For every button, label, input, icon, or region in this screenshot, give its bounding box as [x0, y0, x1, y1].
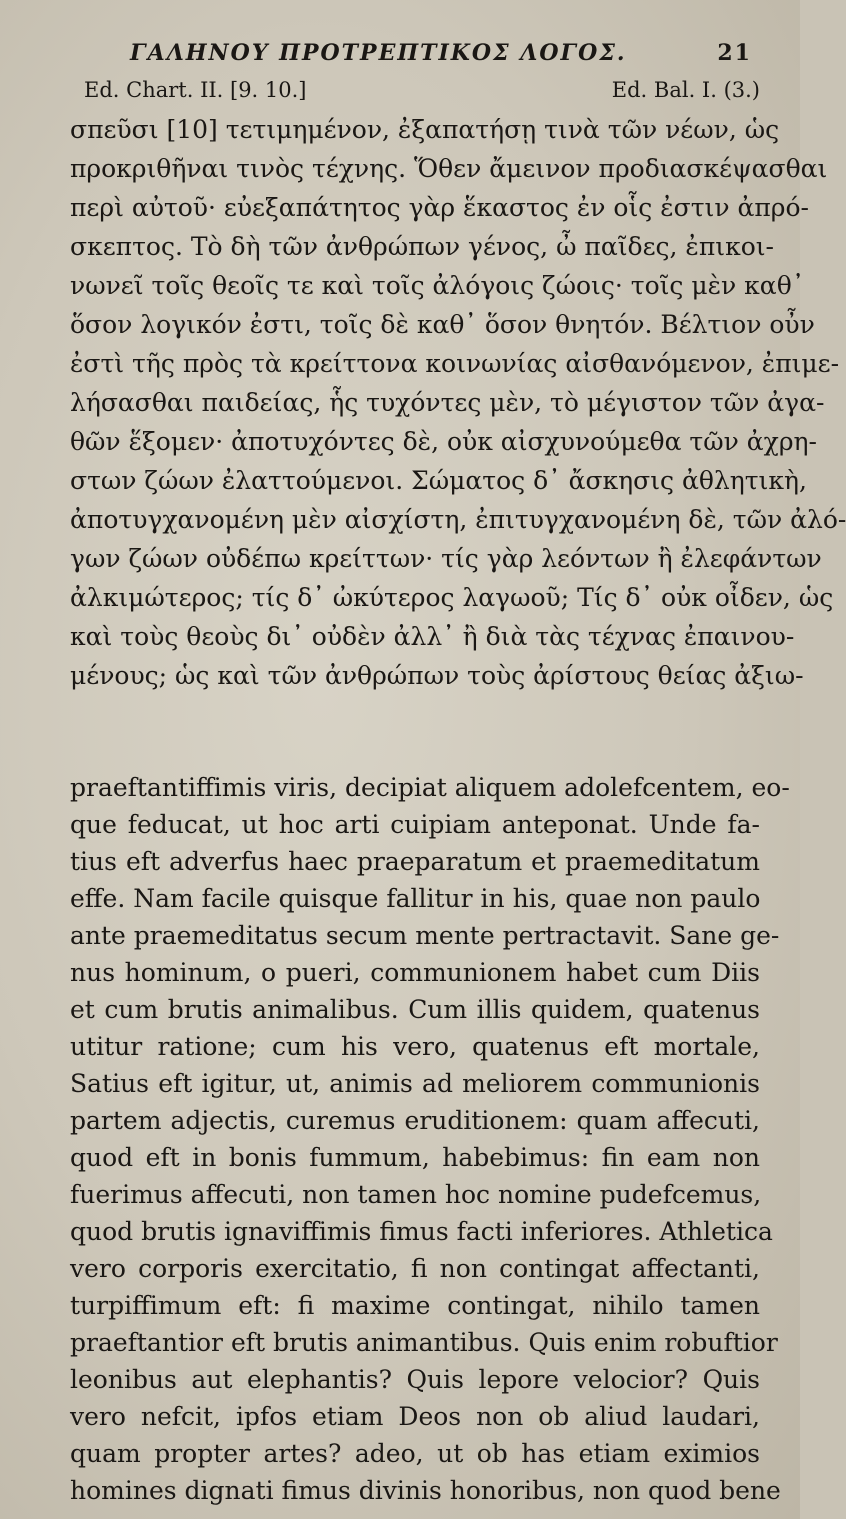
greek-line: στων ζώων ἐλαττούμενοι. Σώματος δ᾿ ἄσκησις ἀθλητικὴ, [70, 466, 807, 495]
greek-line: καὶ τοὺς θεοὺς δι᾿ οὐδὲν ἀλλ᾿ ἢ διὰ τὰς τέχνας ἐπαινου- [70, 622, 795, 651]
greek-line: μένους; ὡς καὶ τῶν ἀνθρώπων τοὺς ἀρίστους θείας ἀξιω- [70, 661, 804, 690]
greek-line: ἀποτυγχανομένη μὲν αἰσχίστη, ἐπιτυγχανομένη δὲ, τῶν ἀλό- [70, 505, 846, 534]
page-number: 21 [717, 40, 752, 66]
greek-line: ἀλκιμώτερος; τίς δ᾿ ὠκύτερος λαγωοῦ; Τίς δ᾿ οὐκ οἶδεν, ὡς [70, 583, 834, 612]
latin-line: tius eft adverfus haec praeparatum et praemeditatum [70, 847, 760, 876]
greek-line: προκριθῆναι τινὸς τέχνης. Ὅθεν ἄμεινον προδιασκέψασθαι [70, 154, 828, 183]
running-head [130, 40, 760, 70]
latin-line: partem adjectis, curemus eruditionem: quam affecuti, [70, 1106, 760, 1135]
latin-line: homines dignati fimus divinis honoribus, non quod bene [70, 1476, 781, 1505]
edition-ref-right: Ed. Bal. I. (3.) [611, 78, 760, 102]
latin-line: nus hominum, o pueri, communionem habet cum Diis [70, 958, 760, 987]
latin-line: praeftantiffimis viris, decipiat aliquem adolefcentem, eo- [70, 773, 790, 802]
latin-line: quod brutis ignaviffimis fimus facti inferiores. Athletica [70, 1217, 773, 1246]
latin-line: vero nefcit, ipfos etiam Deos non ob aliud laudari, [70, 1402, 760, 1431]
greek-line: θῶν ἕξομεν· ἀποτυχόντες δὲ, οὐκ αἰσχυνούμεθα τῶν ἀχρη- [70, 427, 817, 456]
latin-line: effe. Nam facile quisque fallitur in his, quae non paulo [70, 884, 761, 913]
greek-line: γων ζώων οὐδέπω κρείττων· τίς γὰρ λεόντων ἢ ἐλεφάντων [70, 544, 822, 573]
latin-line: praeftantior eft brutis animantibus. Quis enim robuftior [70, 1328, 778, 1357]
running-title: ΓΑΛΗΝΟΥ ΠΡΟΤΡΕΠΤΙΚΟΣ ΛΟΓΟΣ. [130, 40, 627, 66]
latin-line: quod eft in bonis fummum, habebimus: fin eam non [70, 1143, 760, 1172]
latin-line: leonibus aut elephantis? Quis lepore velocior? Quis [70, 1365, 760, 1394]
latin-line: et cum brutis animalibus. Cum illis quidem, quatenus [70, 995, 760, 1024]
latin-line: que feducat, ut hoc arti cuipiam anteponat. Unde fa- [70, 810, 760, 839]
edition-references [84, 78, 760, 108]
latin-line: utitur ratione; cum his vero, quatenus eft mortale, [70, 1032, 760, 1061]
greek-line: σκεπτος. Τὸ δὴ τῶν ἀνθρώπων γένος, ὦ παῖδες, ἐπικοι- [70, 232, 774, 261]
greek-line: ὅσον λογικόν ἐστι, τοῖς δὲ καθ᾿ ὅσον θνητόν. Βέλτιον οὖν [70, 310, 815, 339]
latin-line: ante praemeditatus secum mente pertractavit. Sane ge- [70, 921, 780, 950]
greek-line: περὶ αὐτοῦ· εὐεξαπάτητος γὰρ ἕκαστος ἐν οἷς ἐστιν ἀπρό- [70, 193, 810, 222]
greek-line: λήσασθαι παιδείας, ἧς τυχόντες μὲν, τὸ μέγιστον τῶν ἀγα- [70, 388, 825, 417]
latin-line: Satius eft igitur, ut, animis ad meliorem communionis [70, 1069, 760, 1098]
latin-line: vero corporis exercitatio, fi non contingat affectanti, [70, 1254, 760, 1283]
latin-text-block [70, 769, 790, 1509]
edition-ref-left: Ed. Chart. II. [9. 10.] [84, 78, 307, 102]
latin-line: fuerimus affecuti, non tamen hoc nomine pudefcemus, [70, 1180, 762, 1209]
greek-line: σπεῦσι [10] τετιμημένον, ἐξαπατήσῃ τινὰ τῶν νέων, ὡς [70, 115, 780, 144]
greek-text-block [70, 110, 846, 695]
greek-line: ἐστὶ τῆς πρὸς τὰ κρείττονα κοινωνίας αἰσθανόμενον, ἐπιμε- [70, 349, 840, 378]
greek-line: νωνεῖ τοῖς θεοῖς τε καὶ τοῖς ἀλόγοις ζώοις· τοῖς μὲν καθ᾿ [70, 271, 805, 300]
latin-line: turpiffimum eft: fi maxime contingat, nihilo tamen [70, 1291, 760, 1320]
latin-line: quam propter artes? adeo, ut ob has etiam eximios [70, 1439, 760, 1468]
